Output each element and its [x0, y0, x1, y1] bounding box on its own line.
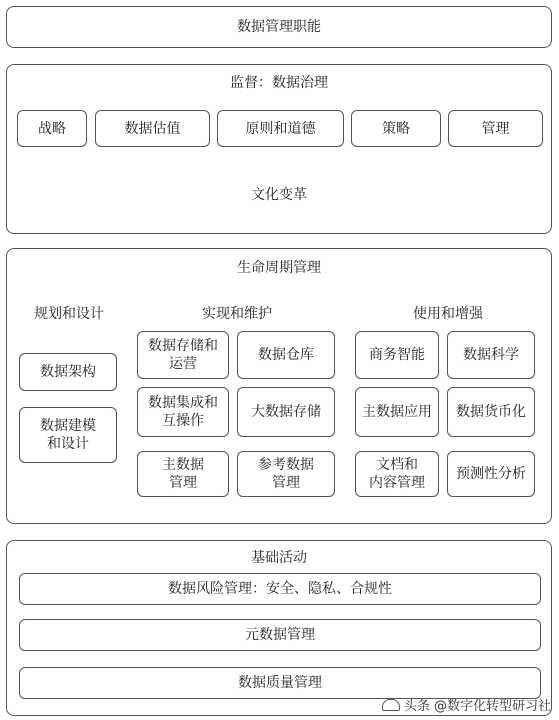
master-data-management-box: 主数据 管理 [137, 451, 229, 497]
governance-item-principles-ethics: 原则和道德 [217, 110, 344, 147]
governance-title: 监督：数据治理 [230, 75, 328, 91]
planning-heading: 规划和设计 [34, 306, 104, 322]
title-box [6, 6, 552, 48]
governance-item-data-valuation: 数据估值 [95, 110, 210, 147]
data-risk-management-box: 数据风险管理：安全、隐私、合规性 [19, 573, 541, 605]
data-monetization-box: 数据货币化 [447, 387, 535, 437]
business-intelligence-box: 商务智能 [355, 331, 439, 379]
data-warehouse-box: 数据仓库 [237, 331, 335, 379]
watermark [382, 695, 551, 714]
predictive-analytics-box: 预测性分析 [447, 451, 535, 497]
watermark-text: 头条 @数字化转型研习社 [403, 699, 551, 714]
data-modeling-box: 数据建模 和设计 [19, 407, 117, 463]
culture-change-label: 文化变革 [251, 187, 307, 203]
data-quality-management-box: 数据质量管理 [19, 667, 541, 699]
foundation-section [6, 540, 552, 716]
data-integration-box: 数据集成和 互操作 [137, 387, 229, 437]
usage-heading: 使用和增强 [413, 306, 483, 322]
governance-item-strategy: 战略 [17, 110, 87, 147]
master-data-application-box: 主数据应用 [355, 387, 439, 437]
reference-data-management-box: 参考数据 管理 [237, 451, 335, 497]
implementation-heading: 实现和维护 [202, 306, 272, 322]
foundation-title: 基础活动 [251, 550, 307, 566]
document-content-management-box: 文档和 内容管理 [355, 451, 439, 497]
governance-section [6, 64, 552, 234]
big-data-storage-box: 大数据存储 [237, 387, 335, 437]
watermark-logo-icon [382, 699, 400, 711]
lifecycle-title: 生命周期管理 [237, 260, 321, 276]
data-science-box: 数据科学 [447, 331, 535, 379]
page-title: 数据管理职能 [237, 19, 321, 35]
data-architecture-box: 数据架构 [19, 353, 117, 391]
metadata-management-box: 元数据管理 [19, 619, 541, 651]
data-storage-operations-box: 数据存储和 运营 [137, 331, 229, 379]
governance-item-policy: 策略 [351, 110, 441, 147]
lifecycle-section [6, 248, 552, 524]
governance-item-management: 管理 [448, 110, 543, 147]
